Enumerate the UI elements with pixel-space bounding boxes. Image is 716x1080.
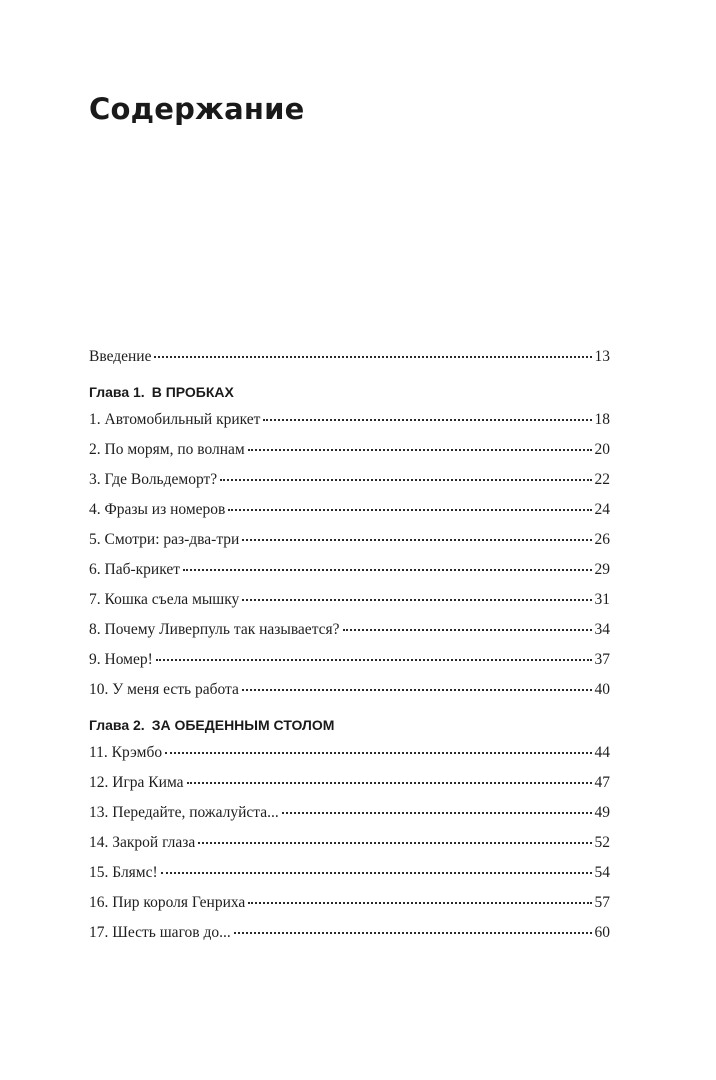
toc-entry-label: 17. Шесть шагов до...	[89, 924, 231, 941]
toc-entry-page: 37	[594, 651, 610, 668]
toc-entry[interactable]	[89, 834, 610, 861]
toc-entry-page: 20	[594, 441, 610, 458]
toc-entry-page: 44	[594, 744, 610, 761]
toc-entry[interactable]	[89, 441, 610, 468]
toc-entry-label: 16. Пир короля Генриха	[89, 894, 246, 911]
toc-entry[interactable]	[89, 804, 610, 831]
toc-entry-page: 47	[594, 774, 610, 791]
toc-entry[interactable]	[89, 894, 610, 921]
dot-leader	[220, 479, 591, 481]
toc-entry-page: 26	[594, 531, 610, 548]
toc-entry-label: 6. Паб-крикет	[89, 561, 180, 578]
toc-entry-page: 52	[594, 834, 610, 851]
dot-leader	[248, 902, 591, 904]
dot-leader	[156, 659, 592, 661]
toc-entry[interactable]	[89, 681, 610, 708]
toc-entry-label: 12. Игра Кима	[89, 774, 184, 791]
dot-leader	[343, 629, 592, 631]
dot-leader	[161, 872, 592, 874]
chapter-heading-2	[89, 717, 610, 744]
toc-entry[interactable]	[89, 864, 610, 891]
toc-entry-page: 49	[594, 804, 610, 821]
toc-entry-page: 22	[594, 471, 610, 488]
toc-entry[interactable]	[89, 561, 610, 588]
toc-entry-label: 2. По морям, по волнам	[89, 441, 245, 458]
toc-entry-page: 54	[594, 864, 610, 881]
dot-leader	[154, 356, 591, 358]
toc-entry-label: 8. Почему Ливерпуль так называется?	[89, 621, 340, 638]
dot-leader	[263, 419, 591, 421]
dot-leader	[187, 782, 592, 784]
dot-leader	[228, 509, 591, 511]
toc-entry-intro[interactable]	[89, 348, 610, 375]
toc-entry-label: 5. Смотри: раз-два-три	[89, 531, 240, 548]
dot-leader	[165, 752, 591, 754]
page-title: Содержание	[89, 92, 305, 126]
toc-entry-label: 9. Номер!	[89, 651, 153, 668]
dot-leader	[282, 812, 592, 814]
toc-entry[interactable]	[89, 531, 610, 558]
toc-entry[interactable]	[89, 924, 610, 951]
toc-entry[interactable]	[89, 591, 610, 618]
chapter-name: В ПРОБКАХ	[151, 384, 234, 400]
toc-entry[interactable]	[89, 774, 610, 801]
toc-entry[interactable]	[89, 744, 610, 771]
toc-entry-label: 7. Кошка съела мышку	[89, 591, 240, 608]
toc-entry[interactable]	[89, 411, 610, 438]
toc-entry-page: 40	[594, 681, 610, 698]
toc-entry-label: 15. Блямс!	[89, 864, 158, 881]
toc-entry-label: 1. Автомобильный крикет	[89, 411, 261, 428]
toc-entry-page: 18	[594, 411, 610, 428]
chapter-heading-1	[89, 384, 610, 411]
toc-entry[interactable]	[89, 621, 610, 648]
toc-entry[interactable]	[89, 471, 610, 498]
toc-entry-page: 60	[594, 924, 610, 941]
table-of-contents	[89, 348, 610, 954]
toc-entry-label: 10. У меня есть работа	[89, 681, 239, 698]
toc-entry[interactable]	[89, 651, 610, 678]
dot-leader	[248, 449, 592, 451]
dot-leader	[242, 539, 591, 541]
toc-entry-label: 4. Фразы из номеров	[89, 501, 226, 518]
dot-leader	[242, 599, 591, 601]
toc-entry-page: 31	[594, 591, 610, 608]
toc-entry-label: 3. Где Вольдеморт?	[89, 471, 218, 488]
dot-leader	[234, 932, 592, 934]
dot-leader	[183, 569, 592, 571]
chapter-number: Глава 1.	[89, 384, 145, 400]
dot-leader	[242, 689, 592, 691]
toc-entry-label: 14. Закрой глаза	[89, 834, 196, 851]
toc-entry-label: Введение	[89, 348, 152, 365]
toc-entry-page: 24	[594, 501, 610, 518]
toc-entry-page: 29	[594, 561, 610, 578]
toc-entry-label: 13. Передайте, пожалуйста...	[89, 804, 279, 821]
toc-entry-page: 34	[594, 621, 610, 638]
toc-entry[interactable]	[89, 501, 610, 528]
chapter-name: ЗА ОБЕДЕННЫМ СТОЛОМ	[151, 717, 335, 733]
toc-entry-page: 13	[594, 348, 610, 365]
toc-entry-page: 57	[594, 894, 610, 911]
chapter-number: Глава 2.	[89, 717, 145, 733]
toc-entry-label: 11. Крэмбо	[89, 744, 163, 761]
dot-leader	[198, 842, 591, 844]
